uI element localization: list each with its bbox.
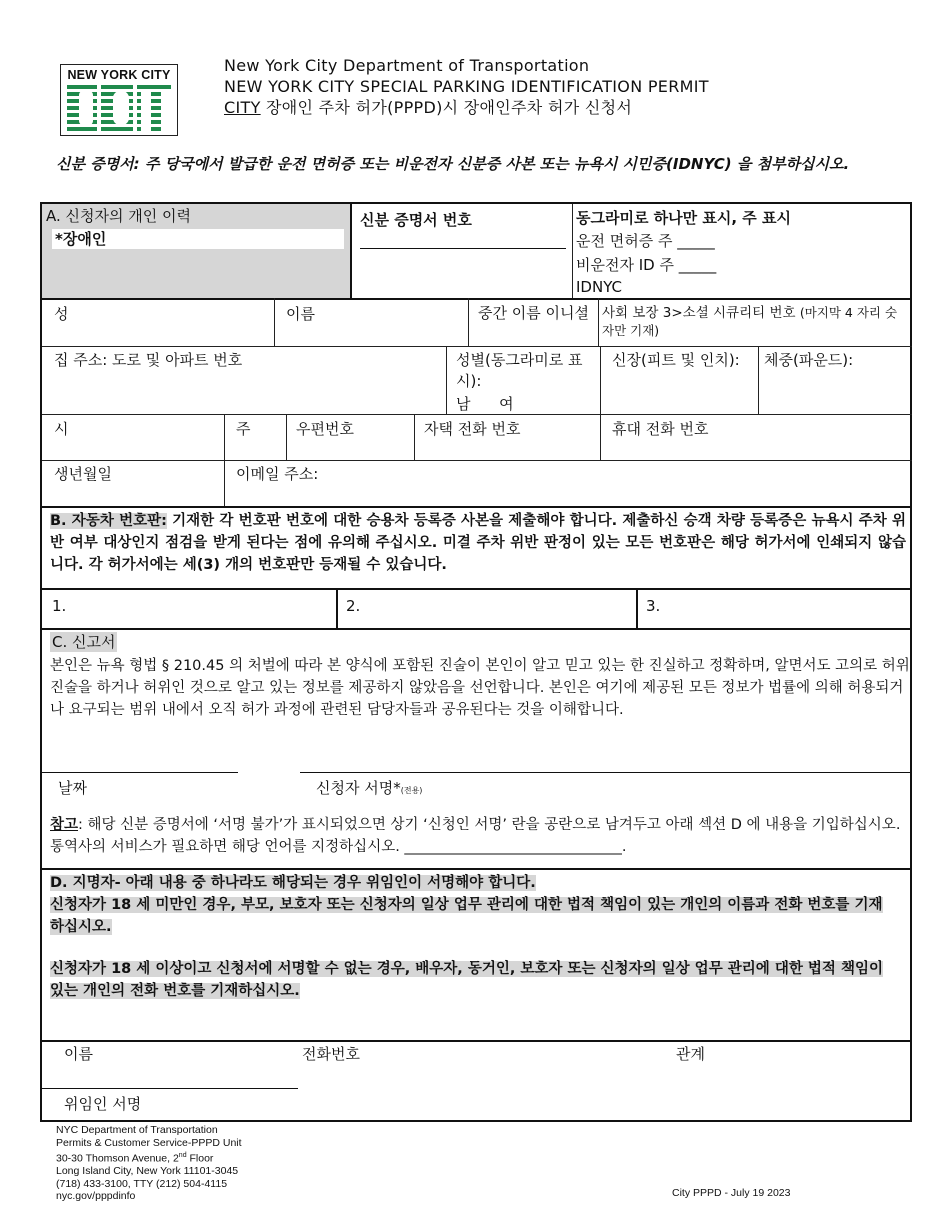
designee-relation-label: 관계 (676, 1045, 705, 1063)
section-d-over18 (50, 958, 890, 1002)
middle-initial-label: 중간 이름 이니셜 (478, 304, 589, 322)
footer-line-3a: 30-30 Thomson Avenue, 2 (56, 1152, 179, 1165)
non-driver-id-option[interactable]: 비운전자 ID 주 _____ (576, 256, 717, 274)
note-label: 참고 (50, 817, 79, 833)
height-label: 신장(피트 및 인치): (612, 351, 740, 369)
designee-phone-label: 전화번호 (302, 1045, 360, 1063)
section-b-title: B. 자동차 번호판: (50, 513, 167, 529)
ssn-note: (마지막 4 자리 숫자만 기재) (602, 305, 898, 338)
footer-line-3sup: nd (178, 1151, 187, 1159)
ssn-label (602, 304, 908, 340)
subtitle (224, 98, 632, 118)
signature-text: 신청자 서명* (316, 779, 401, 797)
date-line[interactable] (42, 772, 238, 773)
circle-one-label: 동그라미로 하나만 표시, 주 표시 (576, 209, 791, 227)
footer-line-5: (718) 433-3100, TTY (212) 504-4115 (56, 1177, 228, 1190)
city-word: CITY (224, 98, 261, 117)
home-address-label: 집 주소: 도로 및 아파트 번호 (54, 351, 243, 369)
dot-logo-icon (61, 83, 177, 133)
section-b-text (50, 510, 906, 576)
signature-line[interactable] (300, 772, 912, 773)
footer-address (56, 1124, 242, 1203)
footer-line-4: Long Island City, New York 11101-3045 (56, 1164, 239, 1177)
application-form (40, 202, 912, 1122)
subtitle-korean: 장애인 주차 허가(PPPD)시 장애인주차 허가 신청서 (260, 98, 633, 117)
footer-line-2: Permits & Customer Service-PPPD Unit (56, 1136, 242, 1149)
footer-line-6[interactable]: nyc.gov/pppdinfo (56, 1190, 136, 1203)
section-d-under18 (50, 894, 890, 938)
dob-label: 생년월일 (54, 465, 112, 483)
sex-options[interactable]: 남 여 (456, 395, 514, 413)
date-label: 날짜 (58, 779, 87, 797)
id-number-label: 신분 증명서 번호 (360, 211, 472, 229)
section-c-note (50, 814, 910, 858)
section-d-over18-text: 신청자가 18 세 이상이고 신청서에 서명할 수 없는 경우, 배우자, 동거인, 보호자 또는 신청자의 일상 업무 관리에 대한 법적 책임이 있는 개인의 전화 번호를 기재하십시오. (50, 961, 883, 999)
section-c-text: 본인은 뉴욕 형법 § 210.45 의 처벌에 따라 본 양식에 포함된 진술이 본인이 알고 믿고 있는 한 진실하고 정확하며, 알면서도 고의로 허위 진술을 하거나 허위인 것으로 알고 있는 정보를 제공하지 않았음을 선언합니다. 본인은 여기에 제공된 모든 정보가 법률에 의해 허용되거나 요구되는 범위 내에서 오직 허가 과정에 관련된 담당자들과 공유된다는 것을 이해합니다. (50, 658, 910, 718)
footer-line-3b: Floor (186, 1152, 214, 1165)
weight-label: 체중(파운드): (764, 351, 854, 369)
nyc-dot-logo (60, 64, 178, 136)
section-c-title: C. 신고서 (52, 633, 116, 651)
footer-line-3 (56, 1150, 242, 1165)
idnyc-option[interactable]: IDNYC (576, 278, 623, 296)
plate-1-label: 1. (52, 597, 67, 615)
section-d-title-text: D. 지명자- 아래 내용 중 하나라도 해당되는 경우 위임인이 서명해야 합니다. (50, 875, 536, 891)
section-d-title (50, 872, 910, 894)
form-id: City PPPD - July 19 2023 (672, 1187, 791, 1199)
signature-label (316, 778, 422, 801)
note-text: : 해당 신분 증명서에 ‘서명 불가’가 표시되었으면 상기 ‘신청인 서명’ 란을 공란으로 남겨두고 아래 섹션 D 에 내용을 기입하십시오. 통역사의 서비스가 필요하면 해당 언어를 지정하십시오. ______________________________. (50, 817, 901, 855)
id-number-field[interactable] (360, 248, 566, 249)
designee-name-line[interactable] (42, 1088, 298, 1089)
first-name-label: 이름 (286, 305, 315, 323)
disabled-label: *장애인 (52, 229, 344, 249)
section-b-body: 기재한 각 번호판 번호에 대한 승용차 등록증 사본을 제출해야 합니다. 제출하신 승객 차량 등록증은 뉴욕시 주차 위반 여부 대상인지 점검을 받게 된다는 점에 유의해 주십시오. 미결 주차 위반 판정이 있는 모든 번호판은 해당 허가서에 인쇄되지 않습니다. 각 허가서에는 세(3) 개의 번호판만 등재될 수 있습니다. (50, 513, 906, 573)
designee-signature-label: 위임인 서명 (64, 1095, 142, 1113)
email-label: 이메일 주소: (236, 465, 319, 483)
id-requirement-note: 신분 증명서: 주 당국에서 발급한 운전 면허증 또는 비운전자 신분증 사본 또는 뉴욕시 시민증(IDNYC) 을 첨부하십시오. (56, 155, 850, 173)
home-phone-label: 자택 전화 번호 (424, 420, 521, 438)
plate-3-label: 3. (646, 597, 661, 615)
mobile-phone-label: 휴대 전화 번호 (612, 420, 709, 438)
plate-2-label: 2. (346, 597, 361, 615)
zip-label: 우편번호 (296, 420, 354, 438)
footer-line-1: NYC Department of Transportation (56, 1124, 218, 1136)
drivers-license-option[interactable]: 운전 면허증 주 _____ (576, 232, 715, 250)
state-label: 주 (236, 420, 251, 438)
permit-title: NEW YORK CITY SPECIAL PARKING IDENTIFICATION PERMIT (224, 77, 709, 96)
logo-text: NEW YORK CITY (67, 68, 171, 82)
last-name-label: 성 (54, 305, 69, 323)
designee-name-label: 이름 (64, 1045, 93, 1063)
ssn-main: 사회 보장 3>소셜 시큐리티 번호 (602, 305, 796, 321)
city-label: 시 (54, 420, 69, 438)
sex-label: 성별(동그라미로 표시): (456, 351, 583, 390)
signature-note: (전용) (400, 786, 423, 795)
section-d-under18-text: 신청자가 18 세 미만인 경우, 부모, 보호자 또는 신청자의 일상 업무 관리에 대한 법적 책임이 있는 개인의 이름과 전화 번호를 기재하십시오. (50, 897, 883, 935)
section-a-title: A. 신청자의 개인 이력 (46, 207, 191, 225)
department-name: New York City Department of Transportation (224, 56, 590, 75)
